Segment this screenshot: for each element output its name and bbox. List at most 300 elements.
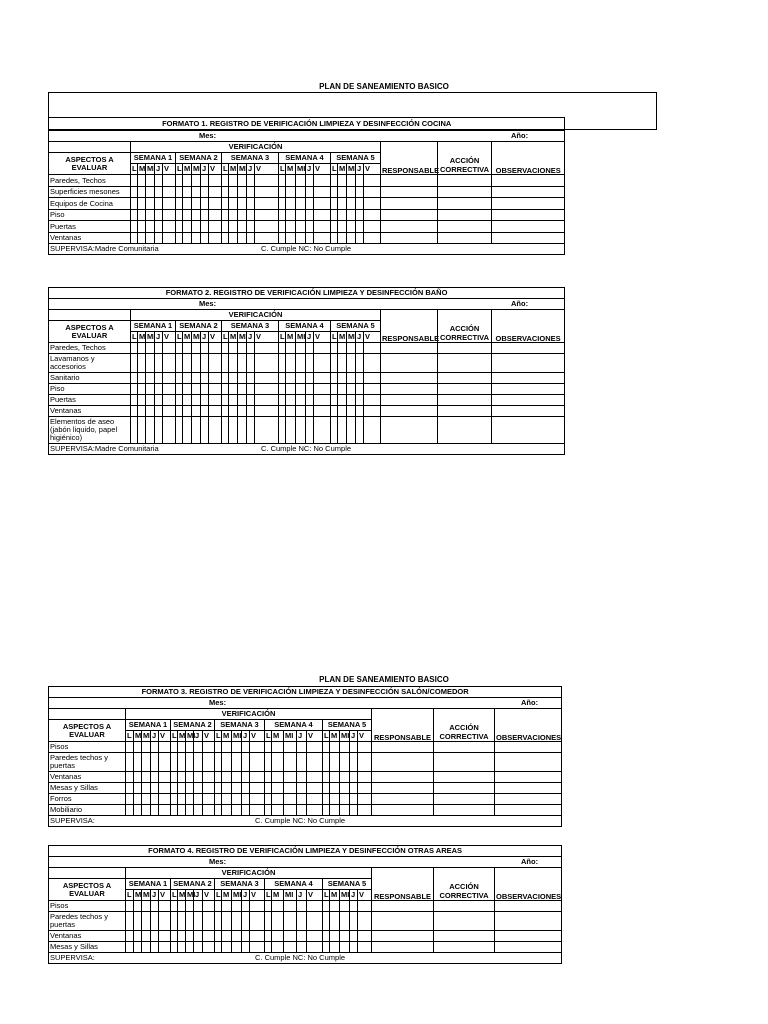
check-cell[interactable] xyxy=(323,742,330,753)
check-cell[interactable] xyxy=(222,805,232,816)
check-cell[interactable] xyxy=(142,783,151,794)
check-cell[interactable] xyxy=(201,186,209,198)
check-cell[interactable] xyxy=(151,794,159,805)
check-cell[interactable] xyxy=(381,198,438,210)
check-cell[interactable] xyxy=(222,395,229,406)
check-cell[interactable] xyxy=(209,417,222,444)
check-cell[interactable] xyxy=(338,417,347,444)
check-cell[interactable] xyxy=(242,805,250,816)
check-cell[interactable] xyxy=(255,186,279,198)
check-cell[interactable] xyxy=(131,186,138,198)
check-cell[interactable] xyxy=(492,221,565,233)
check-cell[interactable] xyxy=(155,354,163,373)
check-cell[interactable] xyxy=(215,783,222,794)
check-cell[interactable] xyxy=(222,901,232,912)
check-cell[interactable] xyxy=(265,912,272,931)
check-cell[interactable] xyxy=(209,354,222,373)
check-cell[interactable] xyxy=(372,753,434,772)
check-cell[interactable] xyxy=(194,753,203,772)
check-cell[interactable] xyxy=(340,772,350,783)
check-cell[interactable] xyxy=(340,901,350,912)
check-cell[interactable] xyxy=(183,209,192,221)
check-cell[interactable] xyxy=(131,406,138,417)
check-cell[interactable] xyxy=(203,942,215,953)
check-cell[interactable] xyxy=(347,186,356,198)
check-cell[interactable] xyxy=(347,406,356,417)
check-cell[interactable] xyxy=(163,343,176,354)
check-cell[interactable] xyxy=(159,901,171,912)
check-cell[interactable] xyxy=(279,175,286,187)
check-cell[interactable] xyxy=(171,742,178,753)
check-cell[interactable] xyxy=(347,417,356,444)
check-cell[interactable] xyxy=(296,232,306,244)
check-cell[interactable] xyxy=(131,209,138,221)
check-cell[interactable] xyxy=(340,931,350,942)
check-cell[interactable] xyxy=(138,232,146,244)
check-cell[interactable] xyxy=(296,373,306,384)
check-cell[interactable] xyxy=(250,753,265,772)
check-cell[interactable] xyxy=(495,942,562,953)
check-cell[interactable] xyxy=(159,912,171,931)
check-cell[interactable] xyxy=(229,232,238,244)
check-cell[interactable] xyxy=(138,186,146,198)
check-cell[interactable] xyxy=(272,901,284,912)
check-cell[interactable] xyxy=(134,912,142,931)
check-cell[interactable] xyxy=(186,753,194,772)
check-cell[interactable] xyxy=(323,783,330,794)
check-cell[interactable] xyxy=(159,783,171,794)
check-cell[interactable] xyxy=(438,209,492,221)
check-cell[interactable] xyxy=(232,901,242,912)
check-cell[interactable] xyxy=(364,175,381,187)
check-cell[interactable] xyxy=(350,805,358,816)
check-cell[interactable] xyxy=(495,912,562,931)
check-cell[interactable] xyxy=(242,794,250,805)
check-cell[interactable] xyxy=(255,198,279,210)
check-cell[interactable] xyxy=(183,354,192,373)
check-cell[interactable] xyxy=(159,794,171,805)
check-cell[interactable] xyxy=(340,753,350,772)
check-cell[interactable] xyxy=(492,343,565,354)
check-cell[interactable] xyxy=(183,186,192,198)
check-cell[interactable] xyxy=(265,805,272,816)
check-cell[interactable] xyxy=(356,384,364,395)
check-cell[interactable] xyxy=(203,931,215,942)
check-cell[interactable] xyxy=(192,186,201,198)
check-cell[interactable] xyxy=(364,354,381,373)
check-cell[interactable] xyxy=(194,742,203,753)
check-cell[interactable] xyxy=(284,742,297,753)
check-cell[interactable] xyxy=(209,343,222,354)
check-cell[interactable] xyxy=(372,742,434,753)
check-cell[interactable] xyxy=(307,931,323,942)
check-cell[interactable] xyxy=(178,772,186,783)
check-cell[interactable] xyxy=(201,175,209,187)
check-cell[interactable] xyxy=(331,384,338,395)
check-cell[interactable] xyxy=(250,742,265,753)
check-cell[interactable] xyxy=(356,373,364,384)
check-cell[interactable] xyxy=(138,417,146,444)
check-cell[interactable] xyxy=(350,742,358,753)
check-cell[interactable] xyxy=(186,942,194,953)
check-cell[interactable] xyxy=(242,912,250,931)
check-cell[interactable] xyxy=(126,783,134,794)
check-cell[interactable] xyxy=(163,384,176,395)
check-cell[interactable] xyxy=(247,395,255,406)
check-cell[interactable] xyxy=(307,753,323,772)
check-cell[interactable] xyxy=(229,406,238,417)
check-cell[interactable] xyxy=(151,783,159,794)
check-cell[interactable] xyxy=(134,805,142,816)
check-cell[interactable] xyxy=(356,354,364,373)
check-cell[interactable] xyxy=(142,805,151,816)
check-cell[interactable] xyxy=(176,373,183,384)
check-cell[interactable] xyxy=(350,912,358,931)
check-cell[interactable] xyxy=(340,783,350,794)
check-cell[interactable] xyxy=(372,931,434,942)
check-cell[interactable] xyxy=(438,384,492,395)
check-cell[interactable] xyxy=(238,373,247,384)
check-cell[interactable] xyxy=(146,198,155,210)
check-cell[interactable] xyxy=(138,373,146,384)
check-cell[interactable] xyxy=(495,805,562,816)
check-cell[interactable] xyxy=(222,742,232,753)
check-cell[interactable] xyxy=(131,417,138,444)
check-cell[interactable] xyxy=(306,354,314,373)
check-cell[interactable] xyxy=(356,343,364,354)
check-cell[interactable] xyxy=(209,221,222,233)
check-cell[interactable] xyxy=(209,198,222,210)
check-cell[interactable] xyxy=(247,354,255,373)
check-cell[interactable] xyxy=(323,805,330,816)
check-cell[interactable] xyxy=(286,417,296,444)
check-cell[interactable] xyxy=(314,209,331,221)
check-cell[interactable] xyxy=(186,772,194,783)
check-cell[interactable] xyxy=(138,343,146,354)
check-cell[interactable] xyxy=(381,343,438,354)
check-cell[interactable] xyxy=(265,742,272,753)
check-cell[interactable] xyxy=(306,198,314,210)
check-cell[interactable] xyxy=(314,417,331,444)
check-cell[interactable] xyxy=(438,343,492,354)
check-cell[interactable] xyxy=(215,753,222,772)
check-cell[interactable] xyxy=(279,395,286,406)
check-cell[interactable] xyxy=(201,354,209,373)
check-cell[interactable] xyxy=(194,783,203,794)
check-cell[interactable] xyxy=(331,417,338,444)
check-cell[interactable] xyxy=(203,742,215,753)
check-cell[interactable] xyxy=(192,198,201,210)
check-cell[interactable] xyxy=(178,742,186,753)
check-cell[interactable] xyxy=(151,931,159,942)
check-cell[interactable] xyxy=(350,783,358,794)
check-cell[interactable] xyxy=(242,931,250,942)
check-cell[interactable] xyxy=(338,354,347,373)
check-cell[interactable] xyxy=(296,221,306,233)
check-cell[interactable] xyxy=(247,198,255,210)
check-cell[interactable] xyxy=(338,373,347,384)
check-cell[interactable] xyxy=(142,942,151,953)
check-cell[interactable] xyxy=(250,783,265,794)
check-cell[interactable] xyxy=(250,931,265,942)
check-cell[interactable] xyxy=(255,384,279,395)
check-cell[interactable] xyxy=(323,794,330,805)
check-cell[interactable] xyxy=(192,395,201,406)
check-cell[interactable] xyxy=(142,901,151,912)
check-cell[interactable] xyxy=(209,395,222,406)
check-cell[interactable] xyxy=(250,794,265,805)
check-cell[interactable] xyxy=(323,931,330,942)
check-cell[interactable] xyxy=(286,209,296,221)
check-cell[interactable] xyxy=(229,198,238,210)
check-cell[interactable] xyxy=(247,406,255,417)
check-cell[interactable] xyxy=(229,343,238,354)
check-cell[interactable] xyxy=(178,783,186,794)
check-cell[interactable] xyxy=(192,343,201,354)
check-cell[interactable] xyxy=(307,942,323,953)
check-cell[interactable] xyxy=(192,232,201,244)
check-cell[interactable] xyxy=(155,406,163,417)
check-cell[interactable] xyxy=(265,772,272,783)
check-cell[interactable] xyxy=(438,175,492,187)
check-cell[interactable] xyxy=(331,354,338,373)
check-cell[interactable] xyxy=(222,406,229,417)
check-cell[interactable] xyxy=(176,221,183,233)
check-cell[interactable] xyxy=(138,221,146,233)
check-cell[interactable] xyxy=(272,772,284,783)
check-cell[interactable] xyxy=(155,221,163,233)
check-cell[interactable] xyxy=(284,931,297,942)
check-cell[interactable] xyxy=(146,232,155,244)
check-cell[interactable] xyxy=(307,772,323,783)
check-cell[interactable] xyxy=(372,794,434,805)
check-cell[interactable] xyxy=(255,417,279,444)
check-cell[interactable] xyxy=(279,209,286,221)
check-cell[interactable] xyxy=(178,805,186,816)
check-cell[interactable] xyxy=(247,209,255,221)
check-cell[interactable] xyxy=(330,942,340,953)
check-cell[interactable] xyxy=(250,805,265,816)
check-cell[interactable] xyxy=(438,221,492,233)
check-cell[interactable] xyxy=(163,186,176,198)
check-cell[interactable] xyxy=(323,772,330,783)
check-cell[interactable] xyxy=(215,931,222,942)
check-cell[interactable] xyxy=(279,384,286,395)
check-cell[interactable] xyxy=(306,221,314,233)
check-cell[interactable] xyxy=(296,343,306,354)
check-cell[interactable] xyxy=(330,772,340,783)
check-cell[interactable] xyxy=(222,354,229,373)
check-cell[interactable] xyxy=(159,942,171,953)
check-cell[interactable] xyxy=(358,912,372,931)
check-cell[interactable] xyxy=(306,175,314,187)
check-cell[interactable] xyxy=(171,931,178,942)
check-cell[interactable] xyxy=(356,395,364,406)
check-cell[interactable] xyxy=(297,783,307,794)
check-cell[interactable] xyxy=(126,805,134,816)
check-cell[interactable] xyxy=(284,805,297,816)
check-cell[interactable] xyxy=(131,354,138,373)
check-cell[interactable] xyxy=(247,343,255,354)
check-cell[interactable] xyxy=(222,209,229,221)
check-cell[interactable] xyxy=(495,742,562,753)
check-cell[interactable] xyxy=(203,901,215,912)
check-cell[interactable] xyxy=(232,772,242,783)
check-cell[interactable] xyxy=(364,395,381,406)
check-cell[interactable] xyxy=(151,772,159,783)
check-cell[interactable] xyxy=(247,373,255,384)
check-cell[interactable] xyxy=(306,406,314,417)
check-cell[interactable] xyxy=(238,417,247,444)
check-cell[interactable] xyxy=(296,198,306,210)
check-cell[interactable] xyxy=(194,942,203,953)
check-cell[interactable] xyxy=(138,384,146,395)
check-cell[interactable] xyxy=(134,794,142,805)
check-cell[interactable] xyxy=(434,794,495,805)
check-cell[interactable] xyxy=(163,221,176,233)
check-cell[interactable] xyxy=(229,395,238,406)
check-cell[interactable] xyxy=(347,373,356,384)
check-cell[interactable] xyxy=(238,395,247,406)
check-cell[interactable] xyxy=(255,373,279,384)
check-cell[interactable] xyxy=(176,417,183,444)
check-cell[interactable] xyxy=(229,373,238,384)
check-cell[interactable] xyxy=(438,373,492,384)
check-cell[interactable] xyxy=(201,343,209,354)
check-cell[interactable] xyxy=(201,417,209,444)
check-cell[interactable] xyxy=(222,753,232,772)
check-cell[interactable] xyxy=(171,942,178,953)
check-cell[interactable] xyxy=(364,384,381,395)
check-cell[interactable] xyxy=(306,209,314,221)
check-cell[interactable] xyxy=(272,742,284,753)
check-cell[interactable] xyxy=(330,742,340,753)
check-cell[interactable] xyxy=(284,794,297,805)
check-cell[interactable] xyxy=(155,343,163,354)
check-cell[interactable] xyxy=(134,742,142,753)
check-cell[interactable] xyxy=(284,753,297,772)
check-cell[interactable] xyxy=(381,395,438,406)
check-cell[interactable] xyxy=(192,384,201,395)
check-cell[interactable] xyxy=(286,343,296,354)
check-cell[interactable] xyxy=(381,354,438,373)
check-cell[interactable] xyxy=(126,901,134,912)
check-cell[interactable] xyxy=(331,232,338,244)
check-cell[interactable] xyxy=(194,931,203,942)
check-cell[interactable] xyxy=(356,232,364,244)
check-cell[interactable] xyxy=(247,221,255,233)
check-cell[interactable] xyxy=(171,912,178,931)
check-cell[interactable] xyxy=(350,942,358,953)
check-cell[interactable] xyxy=(155,175,163,187)
check-cell[interactable] xyxy=(338,198,347,210)
check-cell[interactable] xyxy=(350,772,358,783)
check-cell[interactable] xyxy=(314,395,331,406)
check-cell[interactable] xyxy=(155,373,163,384)
check-cell[interactable] xyxy=(255,354,279,373)
check-cell[interactable] xyxy=(155,198,163,210)
check-cell[interactable] xyxy=(131,198,138,210)
check-cell[interactable] xyxy=(151,742,159,753)
check-cell[interactable] xyxy=(142,772,151,783)
check-cell[interactable] xyxy=(286,373,296,384)
check-cell[interactable] xyxy=(356,221,364,233)
check-cell[interactable] xyxy=(201,395,209,406)
check-cell[interactable] xyxy=(272,783,284,794)
check-cell[interactable] xyxy=(286,406,296,417)
check-cell[interactable] xyxy=(247,232,255,244)
check-cell[interactable] xyxy=(364,186,381,198)
check-cell[interactable] xyxy=(215,794,222,805)
check-cell[interactable] xyxy=(215,912,222,931)
check-cell[interactable] xyxy=(222,417,229,444)
check-cell[interactable] xyxy=(232,942,242,953)
check-cell[interactable] xyxy=(279,221,286,233)
check-cell[interactable] xyxy=(209,373,222,384)
check-cell[interactable] xyxy=(338,186,347,198)
check-cell[interactable] xyxy=(307,912,323,931)
check-cell[interactable] xyxy=(381,384,438,395)
check-cell[interactable] xyxy=(372,942,434,953)
check-cell[interactable] xyxy=(381,221,438,233)
check-cell[interactable] xyxy=(372,912,434,931)
check-cell[interactable] xyxy=(151,942,159,953)
check-cell[interactable] xyxy=(364,417,381,444)
check-cell[interactable] xyxy=(229,175,238,187)
check-cell[interactable] xyxy=(146,209,155,221)
check-cell[interactable] xyxy=(138,354,146,373)
check-cell[interactable] xyxy=(151,901,159,912)
check-cell[interactable] xyxy=(131,175,138,187)
check-cell[interactable] xyxy=(356,417,364,444)
check-cell[interactable] xyxy=(232,753,242,772)
check-cell[interactable] xyxy=(296,175,306,187)
check-cell[interactable] xyxy=(222,175,229,187)
check-cell[interactable] xyxy=(297,794,307,805)
check-cell[interactable] xyxy=(279,417,286,444)
check-cell[interactable] xyxy=(284,942,297,953)
check-cell[interactable] xyxy=(201,384,209,395)
check-cell[interactable] xyxy=(222,198,229,210)
check-cell[interactable] xyxy=(255,232,279,244)
check-cell[interactable] xyxy=(492,373,565,384)
check-cell[interactable] xyxy=(247,186,255,198)
check-cell[interactable] xyxy=(338,406,347,417)
check-cell[interactable] xyxy=(284,772,297,783)
check-cell[interactable] xyxy=(155,384,163,395)
check-cell[interactable] xyxy=(146,406,155,417)
check-cell[interactable] xyxy=(229,209,238,221)
check-cell[interactable] xyxy=(286,221,296,233)
check-cell[interactable] xyxy=(232,805,242,816)
check-cell[interactable] xyxy=(297,753,307,772)
check-cell[interactable] xyxy=(279,343,286,354)
check-cell[interactable] xyxy=(255,406,279,417)
check-cell[interactable] xyxy=(138,198,146,210)
check-cell[interactable] xyxy=(306,417,314,444)
check-cell[interactable] xyxy=(340,942,350,953)
check-cell[interactable] xyxy=(272,753,284,772)
check-cell[interactable] xyxy=(222,232,229,244)
check-cell[interactable] xyxy=(495,931,562,942)
check-cell[interactable] xyxy=(126,772,134,783)
check-cell[interactable] xyxy=(347,221,356,233)
check-cell[interactable] xyxy=(131,343,138,354)
check-cell[interactable] xyxy=(338,395,347,406)
check-cell[interactable] xyxy=(176,343,183,354)
check-cell[interactable] xyxy=(131,232,138,244)
check-cell[interactable] xyxy=(297,805,307,816)
